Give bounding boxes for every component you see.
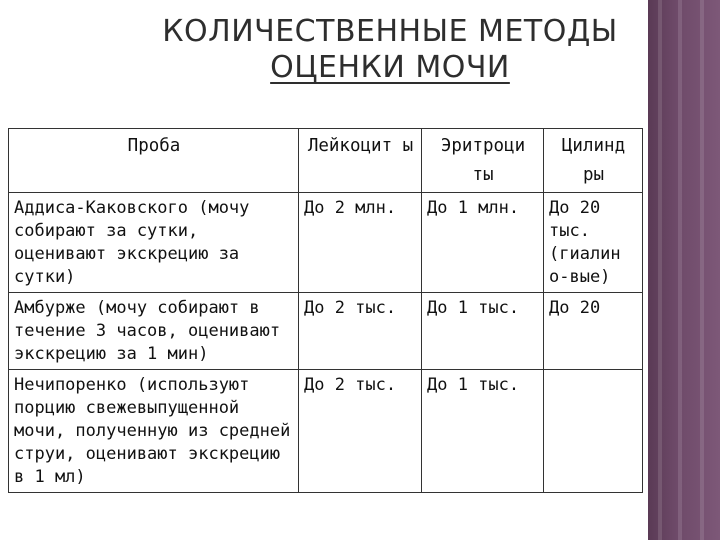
- side-bar-stripe: [700, 0, 704, 540]
- cell-cylinders: До 20 тыс. (гиалин о-вые): [544, 193, 643, 293]
- cell-erythrocytes: До 1 млн.: [422, 193, 544, 293]
- table-row: [9, 193, 643, 293]
- table-header-row: [9, 129, 643, 193]
- table-row: [9, 370, 643, 493]
- cell-leukocytes: До 2 млн.: [299, 193, 422, 293]
- cell-leukocytes: До 2 тыс.: [299, 293, 422, 370]
- cell-erythrocytes: До 1 тыс.: [422, 293, 544, 370]
- cell-cylinders: [544, 370, 643, 493]
- header-leukocytes: Лейкоцит ы: [299, 129, 422, 193]
- cell-cylinders: До 20: [544, 293, 643, 370]
- slide-title-line2: ОЦЕНКИ МОЧИ: [270, 50, 510, 85]
- cell-probe: Амбурже (мочу собирают в течение 3 часов, оценивают экскрецию за 1 мин): [9, 293, 299, 370]
- urine-methods-table: [8, 128, 643, 493]
- header-erythrocytes: Эритроци ты: [422, 129, 544, 193]
- cell-leukocytes: До 2 тыс.: [299, 370, 422, 493]
- cell-probe: Аддиса-Каковского (мочу собирают за сутки, оценивают экскрецию за сутки): [9, 193, 299, 293]
- table-row: [9, 293, 643, 370]
- slide-title: [110, 14, 670, 86]
- header-probe: Проба: [9, 129, 299, 193]
- cell-erythrocytes: До 1 тыс.: [422, 370, 544, 493]
- side-bar-stripe: [678, 0, 682, 540]
- slide-title-line1: КОЛИЧЕСТВЕННЫЕ МЕТОДЫ: [162, 14, 618, 49]
- header-cylinders: Цилинд ры: [544, 129, 643, 193]
- cell-probe: Нечипоренко (используют порцию свежевыпущенной мочи, полученную из средней струи, оценивают экскрецию в 1 мл): [9, 370, 299, 493]
